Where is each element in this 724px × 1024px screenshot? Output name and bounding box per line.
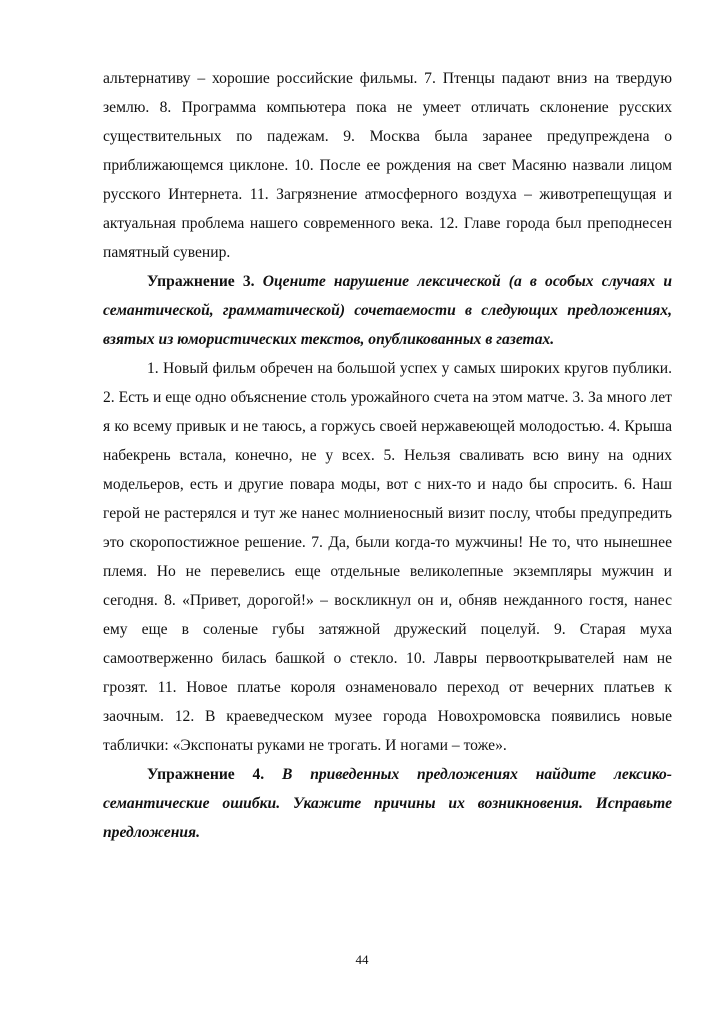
page-number: 44 bbox=[355, 952, 369, 967]
exercise-3-label: Упражнение 3. bbox=[147, 273, 255, 290]
exercise-4-label: Упражнение 4. bbox=[147, 766, 265, 783]
exercise-3-heading bbox=[103, 267, 672, 354]
continuation-paragraph: альтернативу – хорошие российские фильмы. 7. Птенцы падают вниз на твердую землю. 8. Программа компьютера пока не умеет отличать склонение русских существительных по падежам. 9. Москва была заранее предупреждена о приближающемся циклоне. 10. После ее рождения на свет Масяню назвали лицом русского Интернета. 11. Загрязнение атмосферного воздуха – животрепещущая и актуальная проблема нашего современного века. 12. Главе города был преподнесен памятный сувенир. bbox=[103, 70, 672, 261]
exercise-4-heading bbox=[103, 760, 672, 847]
exercise-3-body: 1. Новый фильм обречен на большой успех у самых широких кругов публики. 2. Есть и еще одно объяснение столь урожайного счета на этом матче. 3. За много лет я ко всему привык и не таюсь, а горжусь своей нержавеющей молодостью. 4. Крыша набекрень встала, конечно, не у всех. 5. Нельзя сваливать всю вину на одних модельеров, есть и другие повара моды, вот с них-то и надо бы спросить. 6. Наш герой не растерялся и тут же нанес молниеносный визит послу, чтобы предупредить это скоропостижное решение. 7. Да, были когда-то мужчины! Не то, что нынешнее племя. Но не перевелись еще отдельные великолепные экземпляры мужчин и сегодня. 8. «Привет, дорогой!» – воскликнул он и, обняв нежданного гостя, нанес ему еще в соленые губы затяжной дружеский поцелуй. 9. Старая муха самоотверженно билась башкой о стекло. 10. Лавры первооткрывателей нам не грозят. 11. Новое платье короля ознаменовало переход от вечерних платьев к заочным. 12. В краеведческом музее города Новохромовска появились новые таблички: «Экспонаты руками не трогать. И ногами – тоже». bbox=[103, 360, 672, 754]
exercise-4-task: В приведенных предложениях найдите лексико-семантические ошибки. Укажите причины их возникновения. Исправьте предложения. bbox=[103, 766, 672, 841]
exercise-3-task: Оцените нарушение лексической (а в особых случаях и семантической, грамматической) сочетаемости в следующих предложениях, взятых из юмористических текстов, опубликованных в газетах. bbox=[103, 273, 672, 348]
page-content bbox=[103, 64, 672, 847]
